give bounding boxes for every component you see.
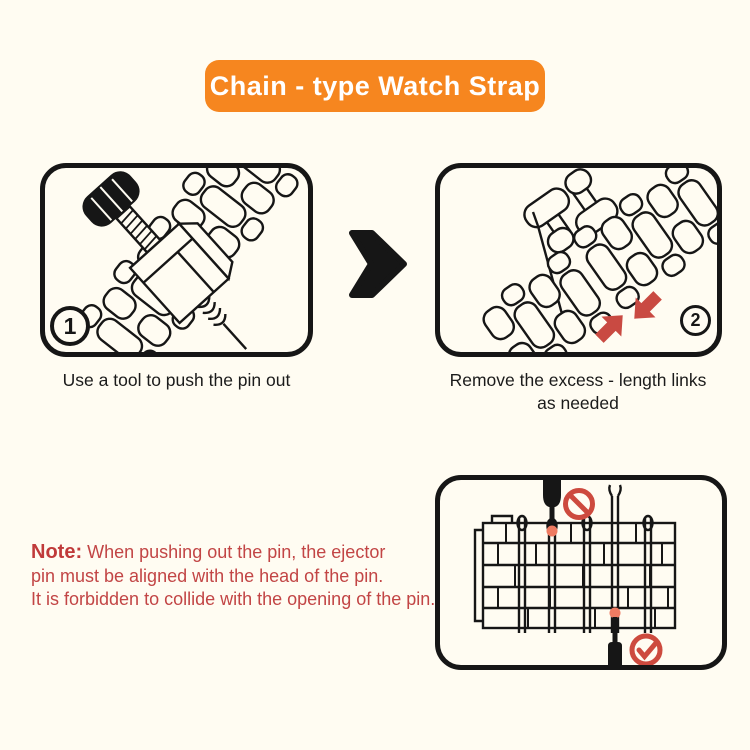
note-line1: When pushing out the pin, the ejector	[87, 542, 386, 562]
note-label: Note:	[31, 541, 83, 563]
step2-number-badge	[680, 305, 711, 336]
prohibition-icon	[566, 491, 593, 518]
title-banner	[205, 60, 545, 112]
step1-number: 1	[63, 312, 77, 339]
step2-caption-line1: Remove the excess - length links	[449, 370, 707, 390]
correct-ejector-pin	[608, 608, 622, 666]
step2-number: 2	[690, 310, 701, 330]
note-text	[31, 541, 451, 612]
wrong-ejector-pin	[543, 480, 561, 537]
checkmark-icon	[632, 636, 660, 664]
ejector-pin	[223, 324, 246, 349]
note-line3: It is forbidden to collide with the opening of the pin.	[31, 589, 436, 609]
wrong-contact-dot	[547, 526, 558, 537]
next-step-chevron-icon	[348, 229, 408, 299]
step2-panel	[435, 163, 722, 357]
note-line2: pin must be aligned with the head of the pin.	[31, 565, 384, 586]
watch-links-illustration	[440, 168, 717, 352]
pin-alignment-diagram	[440, 480, 722, 665]
step2-caption-line2: as needed	[537, 393, 619, 413]
step1-caption: Use a tool to push the pin out	[62, 370, 291, 390]
page-title: Chain - type Watch Strap	[209, 70, 541, 101]
step2-caption	[418, 369, 738, 415]
alignment-detail-panel	[435, 475, 727, 670]
step1-panel	[40, 163, 313, 357]
correct-contact-dot	[610, 608, 621, 619]
step1-number-badge	[50, 306, 90, 346]
